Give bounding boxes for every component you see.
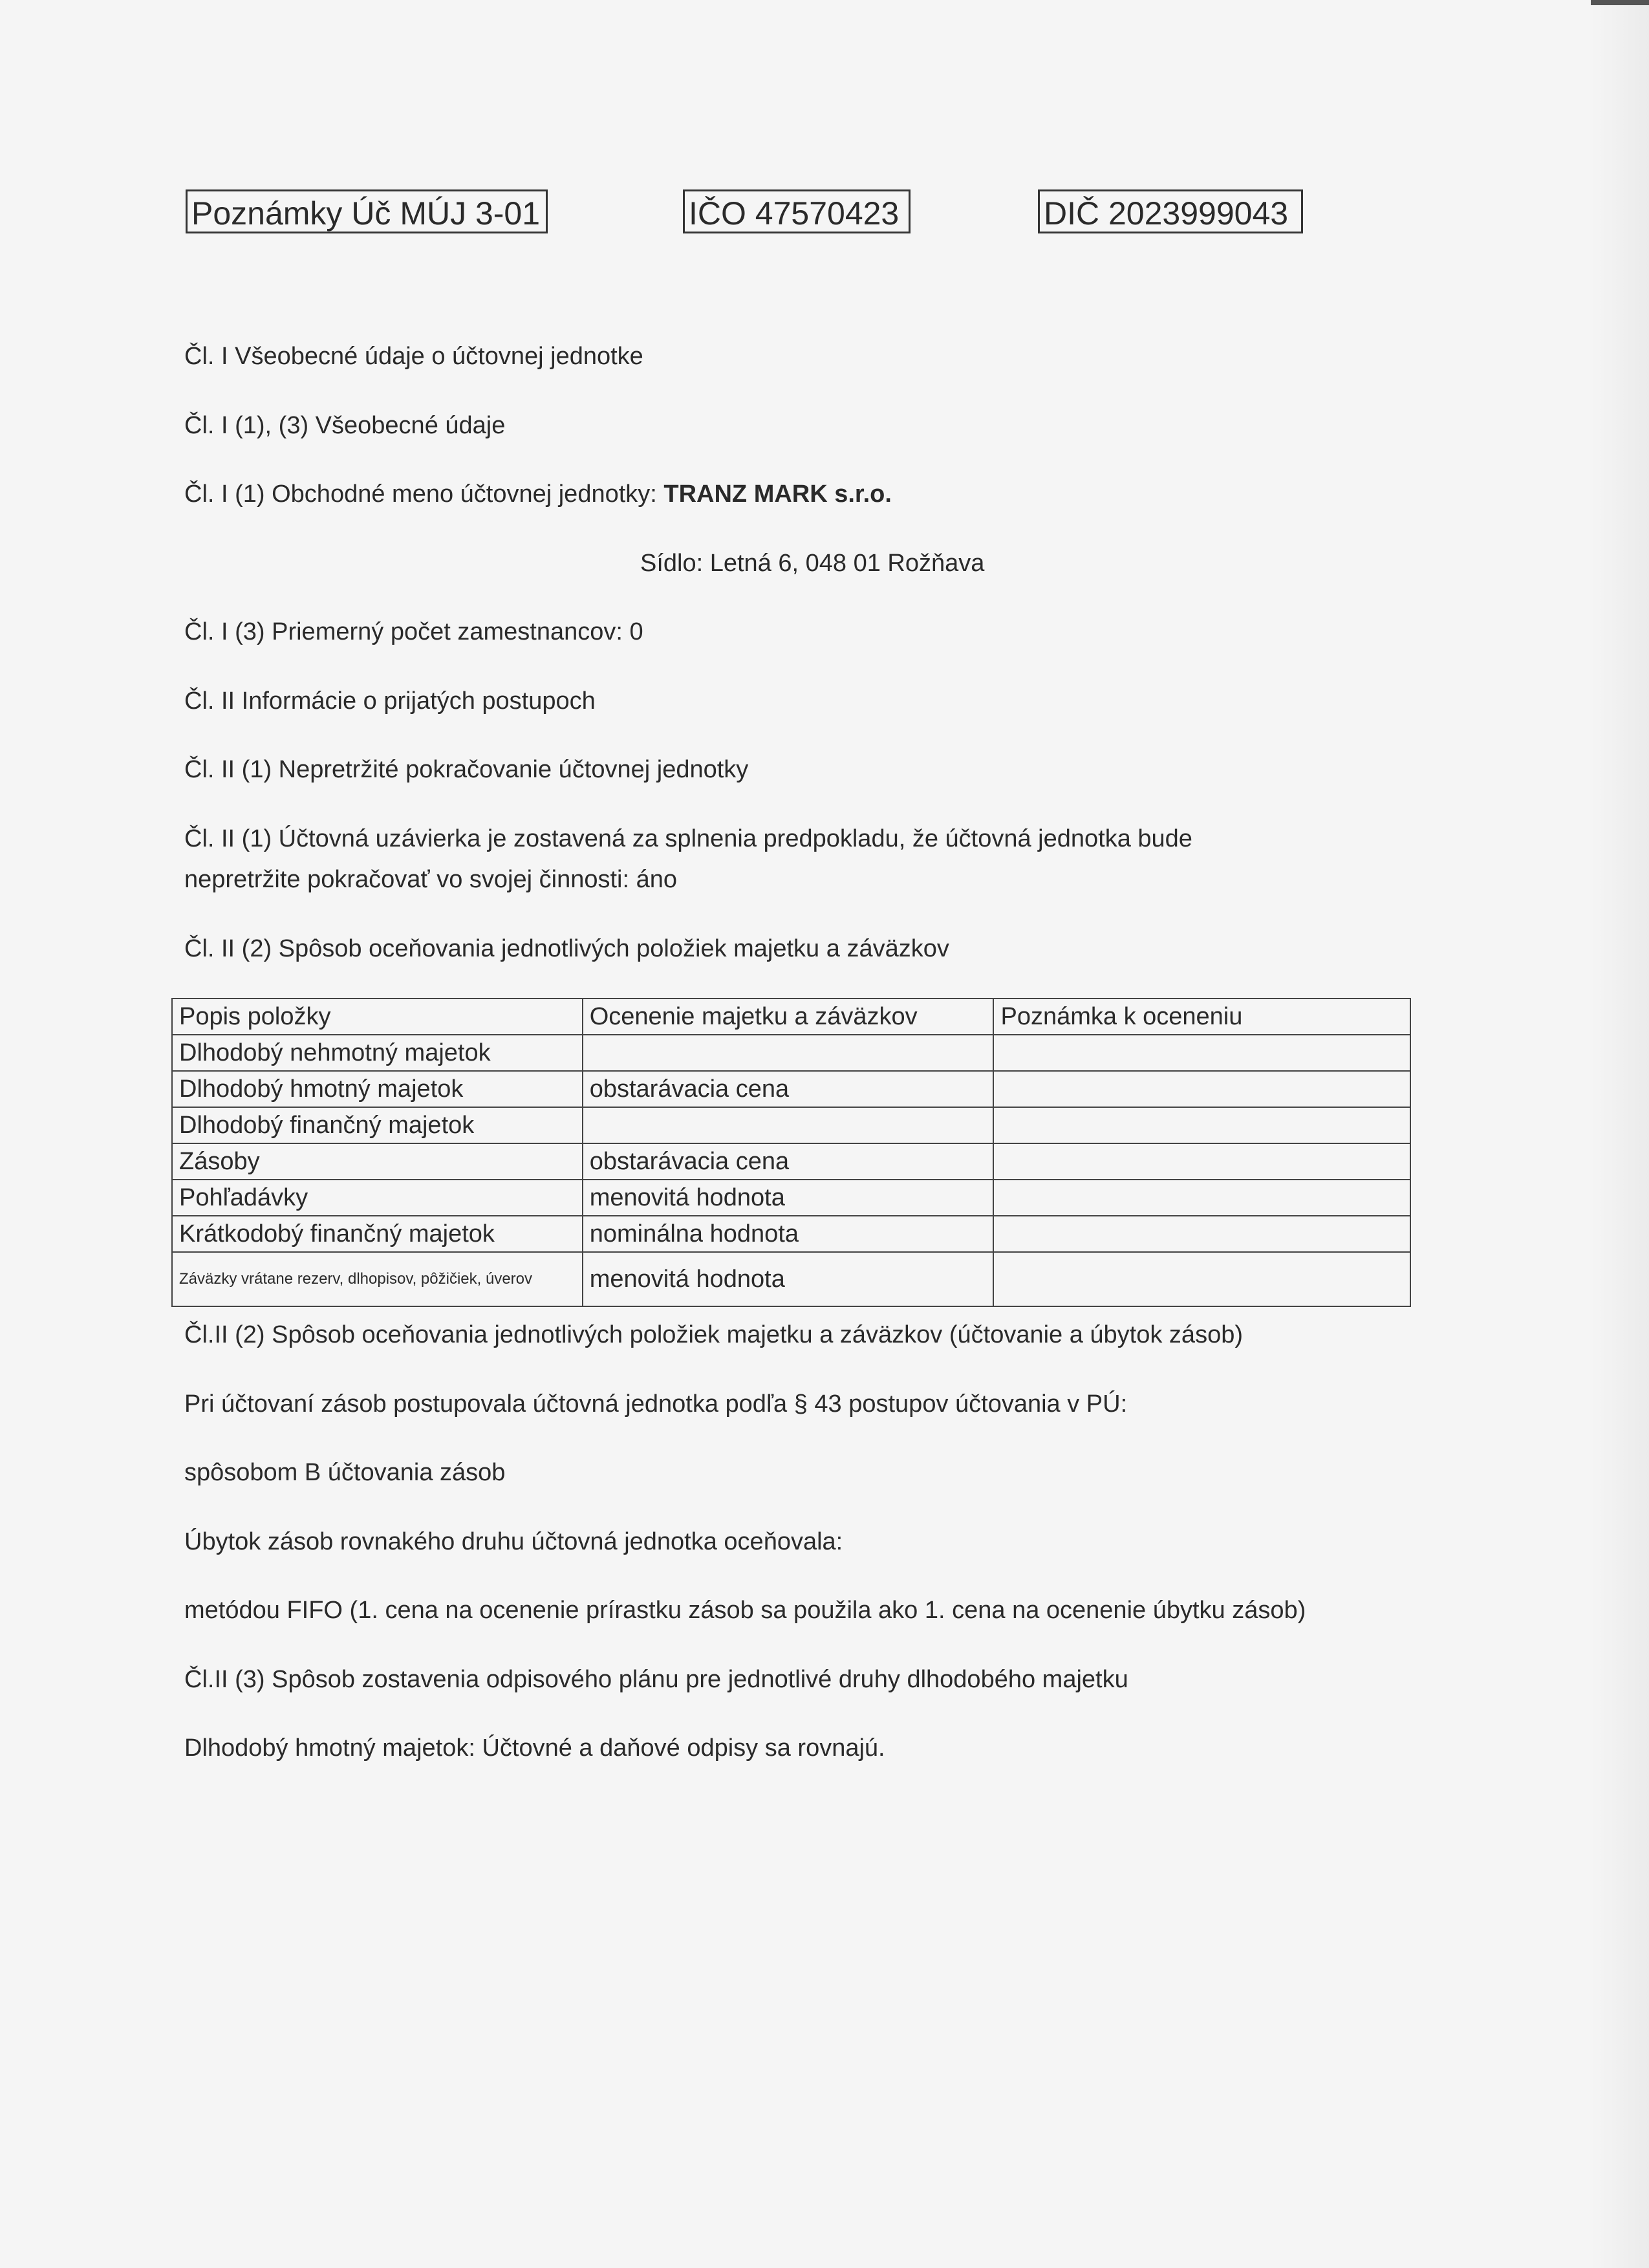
table-row [172, 1216, 1410, 1252]
table-row [172, 1252, 1410, 1306]
table-cell: menovitá hodnota [583, 1180, 994, 1216]
table-row [172, 1035, 1410, 1071]
table-cell [583, 1107, 994, 1143]
employee-count: Čl. I (3) Priemerný počet zamestnancov: 0 [184, 618, 643, 645]
table-cell: Dlhodobý hmotný majetok [172, 1071, 583, 1107]
business-name-line [184, 479, 892, 510]
section-general-data: Čl. I (1), (3) Všeobecné údaje [184, 412, 506, 439]
going-concern-text-1: Čl. II (1) Účtovná uzávierka je zostavená za splnenia predpokladu, že účtovná jednotka bude [184, 825, 1192, 852]
table-header-cell: Ocenenie majetku a záväzkov [583, 999, 994, 1035]
table-row [172, 1071, 1410, 1107]
going-concern-text-2: nepretržite pokračovať vo svojej činnosti: áno [184, 866, 677, 893]
table-cell [993, 1071, 1410, 1107]
section-policies: Čl. II Informácie o prijatých postupoch [184, 687, 596, 715]
table-cell: obstarávacia cena [583, 1143, 994, 1180]
scan-edge [1591, 0, 1649, 2268]
table-cell [993, 1035, 1410, 1071]
table-header-row [172, 999, 1410, 1035]
inventory-fifo: metódou FIFO (1. cena na ocenenie prírastku zásob sa použila ako 1. cena na ocenenie úbytku zásob) [184, 1597, 1306, 1624]
depreciation-note: Dlhodobý hmotný majetok: Účtovné a daňové odpisy sa rovnajú. [184, 1734, 885, 1762]
inventory-decrease-intro: Úbytok zásob rovnakého druhu účtovná jednotka oceňovala: [184, 1528, 843, 1555]
table-row [172, 1143, 1410, 1180]
inventory-section-title: Čl.II (2) Spôsob oceňovania jednotlivých položiek majetku a záväzkov (účtovanie a úbytok zásob) [184, 1321, 1243, 1348]
table-row [172, 1180, 1410, 1216]
scan-corner-mark [1591, 0, 1649, 5]
table-cell: nominálna hodnota [583, 1216, 994, 1252]
table-header-cell: Poznámka k oceneniu [993, 999, 1410, 1035]
section-valuation: Čl. II (2) Spôsob oceňovania jednotlivých položiek majetku a záväzkov [184, 935, 949, 962]
table-cell: Dlhodobý nehmotný majetok [172, 1035, 583, 1071]
table-header-cell: Popis položky [172, 999, 583, 1035]
dic-box: DIČ 2023999043 [1038, 189, 1303, 233]
table-cell [993, 1143, 1410, 1180]
table-cell [993, 1107, 1410, 1143]
table-cell [583, 1035, 994, 1071]
registered-address: Sídlo: Letná 6, 048 01 Rožňava [640, 550, 985, 577]
table-cell: Dlhodobý finančný majetok [172, 1107, 583, 1143]
table-cell: Pohľadávky [172, 1180, 583, 1216]
business-name-label: Čl. I (1) Obchodné meno účtovnej jednotky: [184, 481, 664, 508]
valuation-table [171, 998, 1411, 1307]
inventory-method: spôsobom B účtovania zásob [184, 1459, 506, 1486]
table-cell: Krátkodobý finančný majetok [172, 1216, 583, 1252]
table-cell [993, 1180, 1410, 1216]
depreciation-section-title: Čl.II (3) Spôsob zostavenia odpisového plánu pre jednotlivé druhy dlhodobého majetku [184, 1666, 1128, 1693]
ico-box: IČO 47570423 [683, 189, 911, 233]
table-row [172, 1107, 1410, 1143]
section-general-info: Čl. I Všeobecné údaje o účtovnej jednotke [184, 343, 643, 370]
table-cell: obstarávacia cena [583, 1071, 994, 1107]
table-cell: Zásoby [172, 1143, 583, 1180]
business-name-value: TRANZ MARK s.r.o. [663, 481, 892, 508]
table-cell: Záväzky vrátane rezerv, dlhopisov, pôžičiek, úverov [172, 1252, 583, 1306]
table-cell [993, 1216, 1410, 1252]
table-cell [993, 1252, 1410, 1306]
section-going-concern: Čl. II (1) Nepretržité pokračovanie účtovnej jednotky [184, 756, 749, 783]
inventory-method-intro: Pri účtovaní zásob postupovala účtovná jednotka podľa § 43 postupov účtovania v PÚ: [184, 1390, 1128, 1418]
table-cell: menovitá hodnota [583, 1252, 994, 1306]
form-title-box: Poznámky Úč MÚJ 3-01 [186, 189, 548, 233]
